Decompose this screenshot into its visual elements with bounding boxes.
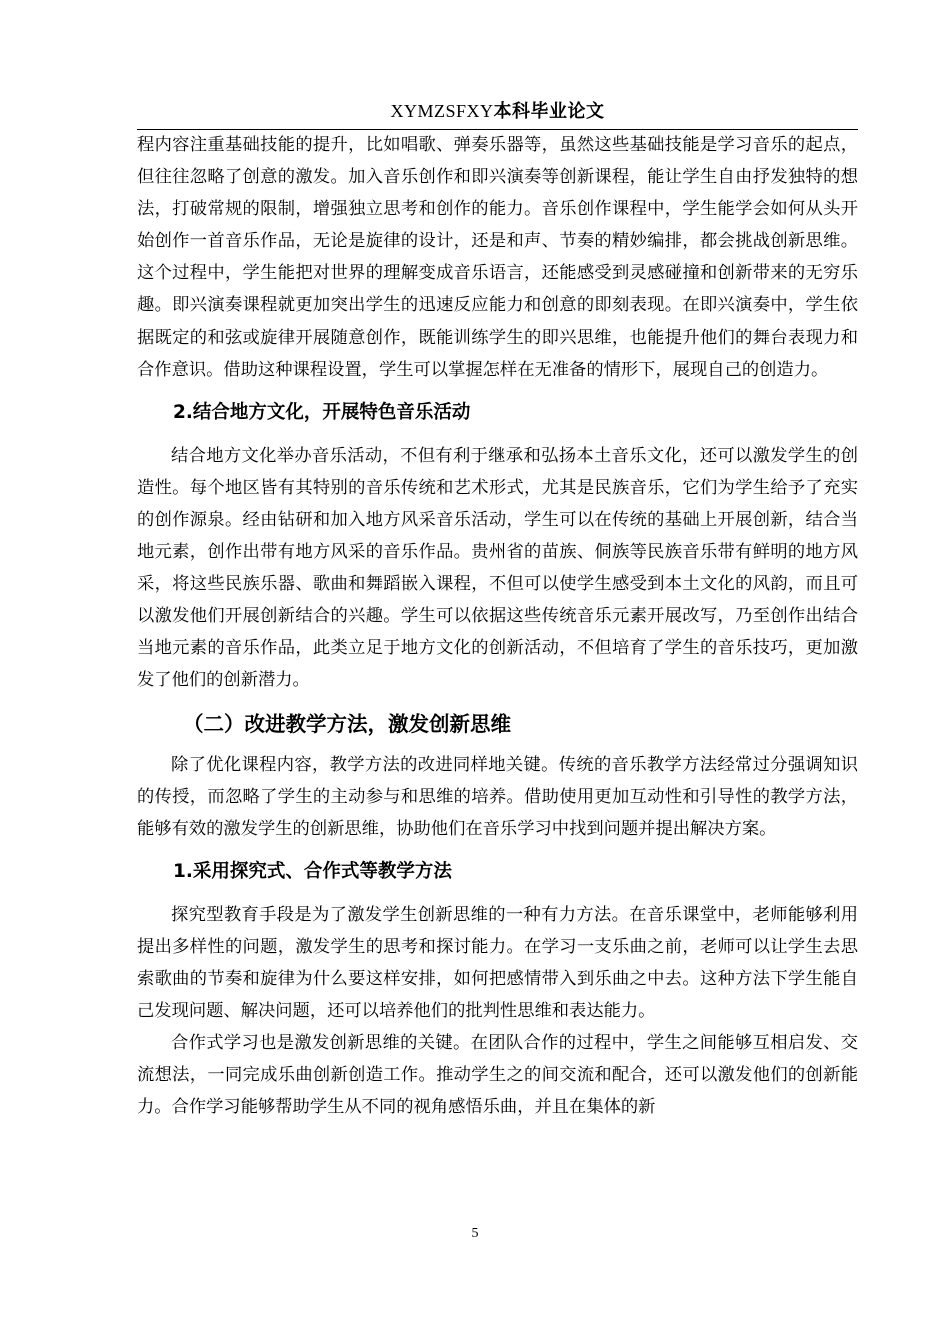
document-body xyxy=(137,129,858,1123)
section-heading-inquiry-cooperative: 1.采用探究式、合作式等教学方法 xyxy=(173,860,452,882)
section-heading-local-culture: 2.结合地方文化，开展特色音乐活动 xyxy=(173,401,471,423)
header-title: 本科毕业论文 xyxy=(493,101,605,122)
page-header xyxy=(137,97,858,130)
page-number: 5 xyxy=(471,1226,479,1241)
paragraph-local-culture: 结合地方文化举办音乐活动，不但有利于继承和弘扬本土音乐文化，还可以激发学生的创造性。每个地区皆有其特别的音乐传统和艺术形式，尤其是民族音乐，它们为学生给予了充实的创作源泉。经由钻研和加入地方风采音乐活动，学生可以在传统的基础上开展创新，结合当地元素，创作出带有地方风采的音乐作品。贵州省的苗族、侗族等民族音乐带有鲜明的地方风采，将这些民族乐器、歌曲和舞蹈嵌入课程，不但可以使学生感受到本土文化的风韵，而且可以激发他们开展创新结合的兴趣。学生可以依据这些传统音乐元素开展改写，乃至创作出结合当地元素的音乐作品，此类立足于地方文化的创新活动，不但培育了学生的音乐技巧，更加激发了他们的创新潜力。 xyxy=(137,445,858,691)
paragraph-continued: 程内容注重基础技能的提升，比如唱歌、弹奏乐器等，虽然这些基础技能是学习音乐的起点，但往往忽略了创意的激发。加入音乐创作和即兴演奏等创新课程，能让学生自由抒发独特的想法，打破常规的限制，增强独立思考和创作的能力。音乐创作课程中，学生能学会如何从头开始创作一首音乐作品，无论是旋律的设计，还是和声、节奏的精妙编排，都会挑战创新思维。这个过程中，学生能把对世界的理解变成音乐语言，还能感受到灵感碰撞和创新带来的无穷乐趣。即兴演奏课程就更加突出学生的迅速反应能力和创意的即刻表现。在即兴演奏中，学生依据既定的和弦或旋律开展随意创作，既能训练学生的即兴思维，也能提升他们的舞台表现力和合作意识。借助这种课程设置，学生可以掌握怎样在无准备的情形下，展现自己的创造力。 xyxy=(137,135,858,380)
header-code: XYMZSFXY xyxy=(390,101,494,121)
section-heading-teaching-methods: （二）改进教学方法，激发创新思维 xyxy=(183,711,511,736)
paragraph-inquiry-learning: 探究型教育手段是为了激发学生创新思维的一种有力方法。在音乐课堂中，老师能够利用提出多样性的问题，激发学生的思考和探讨能力。在学习一支乐曲之前，老师可以让学生去思索歌曲的节奏和旋律为什么要这样安排，如何把感情带入到乐曲之中去。这种方法下学生能自己发现问题、解决问题，还可以培养他们的批判性思维和表达能力。 xyxy=(137,904,858,1022)
paragraph-teaching-methods: 除了优化课程内容，教学方法的改进同样地关键。传统的音乐教学方法经常过分强调知识的传授，而忽略了学生的主动参与和思维的培养。借助使用更加互动性和引导性的教学方法，能够有效的激发学生的创新思维，协助他们在音乐学习中找到问题并提出解决方案。 xyxy=(137,754,858,839)
paragraph-cooperative-learning: 合作式学习也是激发创新思维的关键。在团队合作的过程中，学生之间能够互相启发、交流想法，一同完成乐曲创新创造工作。推动学生之的间交流和配合，还可以激发他们的创新能力。合作学习能够帮助学生从不同的视角感悟乐曲，并且在集体的新 xyxy=(137,1033,858,1118)
